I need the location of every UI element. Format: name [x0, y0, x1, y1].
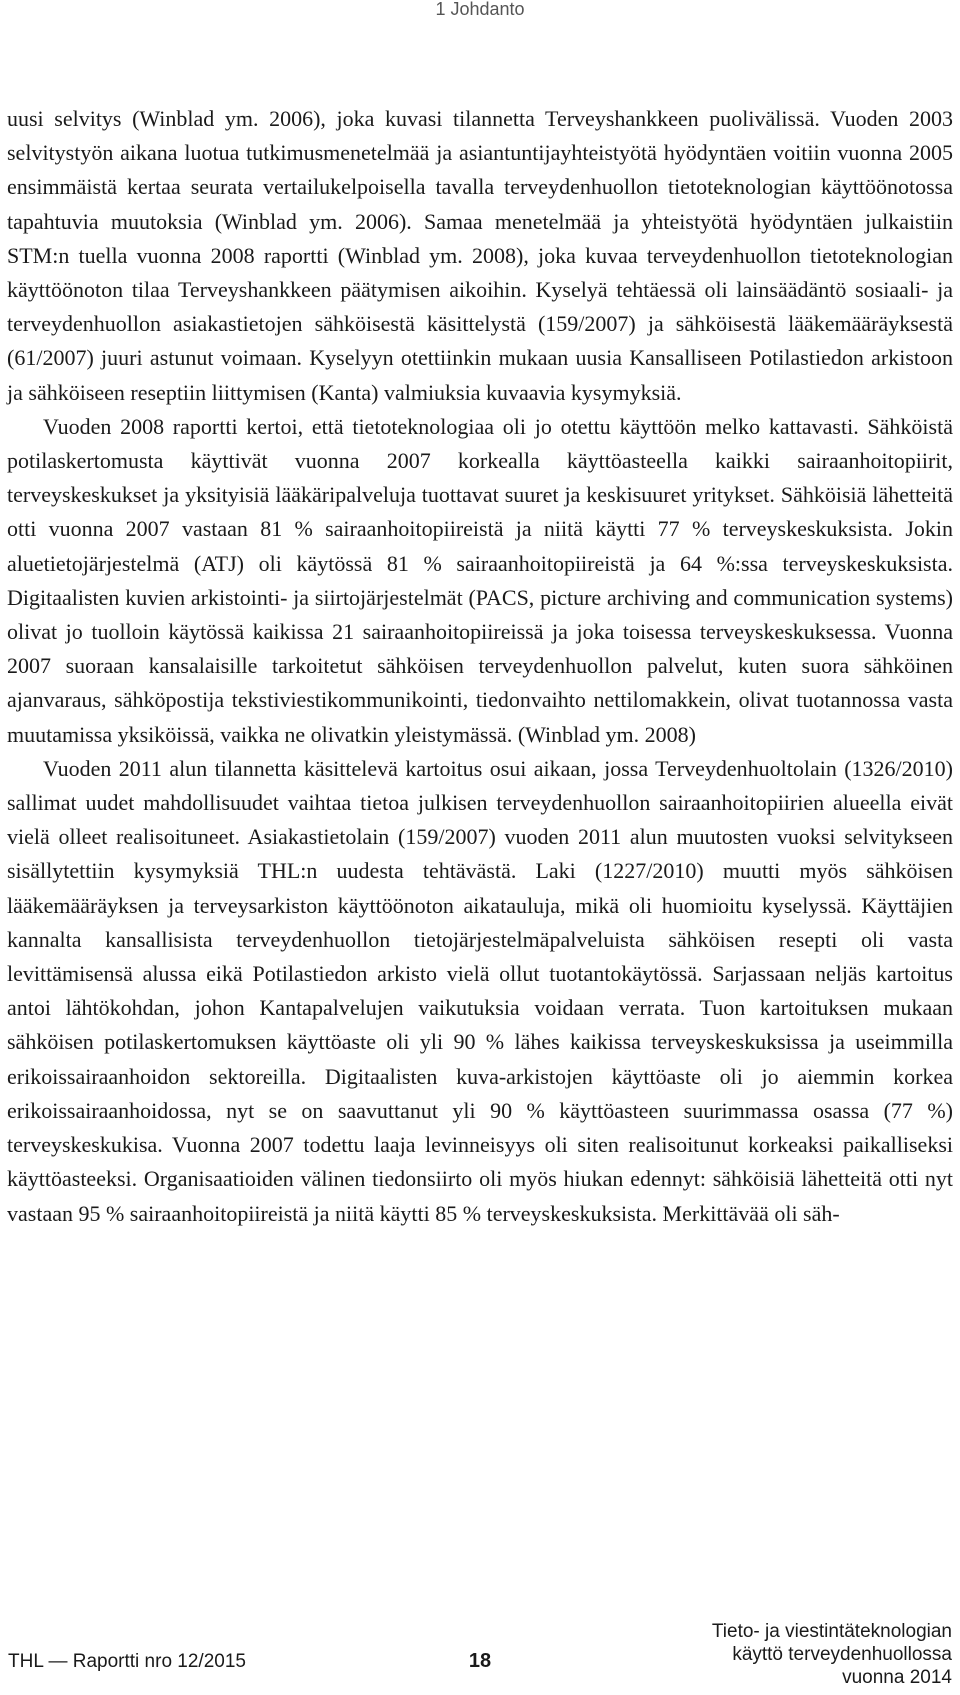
- running-header: 1 Johdanto: [435, 0, 525, 19]
- page-number: 18: [468, 1650, 492, 1672]
- paragraph-3: Vuoden 2011 alun tilannetta käsittelevä kartoitus osui aikaan, jossa Terveydenhuoltolain (1326/2010) sallimat uudet mahdollisuudet vaihtaa tietoa julkisen terveydenhuollon sairaanhoitopiirien alueella eivät vielä olleet realisoituneet. Asiakastietolain (159/2007) vuoden 2011 alun muutosten vuoksi selvitykseen sisällytettiin kysymyksiä THL:n uudesta tehtävästä. Laki (1227/2010) muutti myös sähköisen lääkemääräyksen ja terveysarkiston käyttöönoton aikatauluja, mikä oli huomioitu kyselyssä. Käyttäjien kannalta kansallisista terveydenhuollon tietojärjestelmäpalveluista sähköisen resepti oli vasta levittämisensä alussa eikä Potilastiedon arkisto vielä ollut tuotantokäytössä. Sarjassaan neljäs kartoitus antoi lähtökohdan, johon Kantapalvelujen vaikutuksia voidaan verrata. Tuon kartoituksen mukaan sähköisen potilaskertomuksen käyttöaste oli yli 90 % lähes kaikissa terveyskeskuksissa ja useimmilla erikoissairaanhoidon sektoreilla. Digitaalisten kuva-arkistojen käyttöaste oli jo aiemmin korkea erikoissairaanhoidossa, nyt se on saavuttanut yli 90 % käyttöasteen suurimmassa osassa (77 %) terveyskeskukisa. Vuonna 2007 todettu laaja levinneisyys oli siten realisoitunut korkeaksi paikalliseksi käyttöasteeksi. Organisaatioiden välinen tiedonsiirto oli myös hiukan edennyt: sähköisiä lähetteitä otti nyt vastaan 95 % sairaanhoitopiireistä ja niitä käytti 85 % terveyskeskuksista. Merkittävää oli säh-: [7, 755, 953, 1226]
- body-text: [7, 102, 953, 1231]
- footer-report-id: THL — Raportti nro 12/2015: [8, 1651, 246, 1672]
- paragraph-1: uusi selvitys (Winblad ym. 2006), joka kuvasi tilannetta Terveyshankkeen puolivälissä. Vuoden 2003 selvitystyön aikana luotua tutkimusmenetelmää ja asiantuntijayhteistyötä hyödyntäen voitiin vuonna 2005 ensimmäistä kertaa seurata vertailukelpoisella tavalla terveydenhuollon tietoteknologian käyttöönotossa tapahtuvia muutoksia (Winblad ym. 2006). Samaa menetelmää ja yhteistyötä hyödyntäen julkaistiin STM:n tuella vuonna 2008 raportti (Winblad ym. 2008), joka kuvaa terveydenhuollon tietoteknologian käyttöönoton tilaa Terveyshankkeen päätymisen aikoihin. Kyselyä tehtäessä oli lainsäädäntö sosiaali- ja terveydenhuollon asiakastietojen sähköisestä käsittelystä (159/2007) ja sähköisestä lääkemääräyksestä (61/2007) juuri astunut voimaan. Kyselyyn otettiinkin mukaan uusia Kansalliseen Potilastiedon arkistoon ja sähköiseen reseptiin liittymisen (Kanta) valmiuksia kuvaavia kysymyksiä.: [7, 106, 953, 405]
- paragraph-2: Vuoden 2008 raportti kertoi, että tietoteknologiaa oli jo otettu käyttöön melko kattavasti. Sähköistä potilaskertomusta käyttivät vuonna 2007 korkealla käyttöasteella kaikki sairaanhoitopiirit, terveyskeskukset ja yksityisiä lääkäripalveluja tuottavat suuret ja keskisuuret yritykset. Sähköisiä lähetteitä otti vuonna 2007 vastaan 81 % sairaanhoitopiireistä ja niitä käytti 77 % terveyskeskuksista. Jokin aluetietojärjestelmä (ATJ) oli käytössä 81 % sairaanhoitopiireistä ja 64 %:ssa terveyskeskuksista. Digitaalisten kuvien arkistointi- ja siirtojärjestelmät (PACS, picture archiving and communication systems) olivat jo tuolloin käytössä kaikissa 21 sairaanhoitopiireissä ja joka toisessa terveyskeskuksessa. Vuonna 2007 suoraan kansalaisille tarkoitetut sähköisen terveydenhuollon palvelut, kuten suora sähköinen ajanvaraus, sähköpostija tekstiviestikommunikointi, tiedonvaihto nettilomakkein, olivat tuotannossa vasta muutamissa yksiköissä, vaikka ne olivatkin yleistymässä. (Winblad ym. 2008): [7, 413, 953, 747]
- footer-title-line-1: Tieto- ja viestintäteknologian: [711, 1621, 952, 1642]
- footer-title-line-2: käyttö terveydenhuollossa: [732, 1644, 952, 1665]
- footer-publication-title: [712, 1620, 952, 1689]
- footer-title-line-3: vuonna 2014: [842, 1667, 952, 1688]
